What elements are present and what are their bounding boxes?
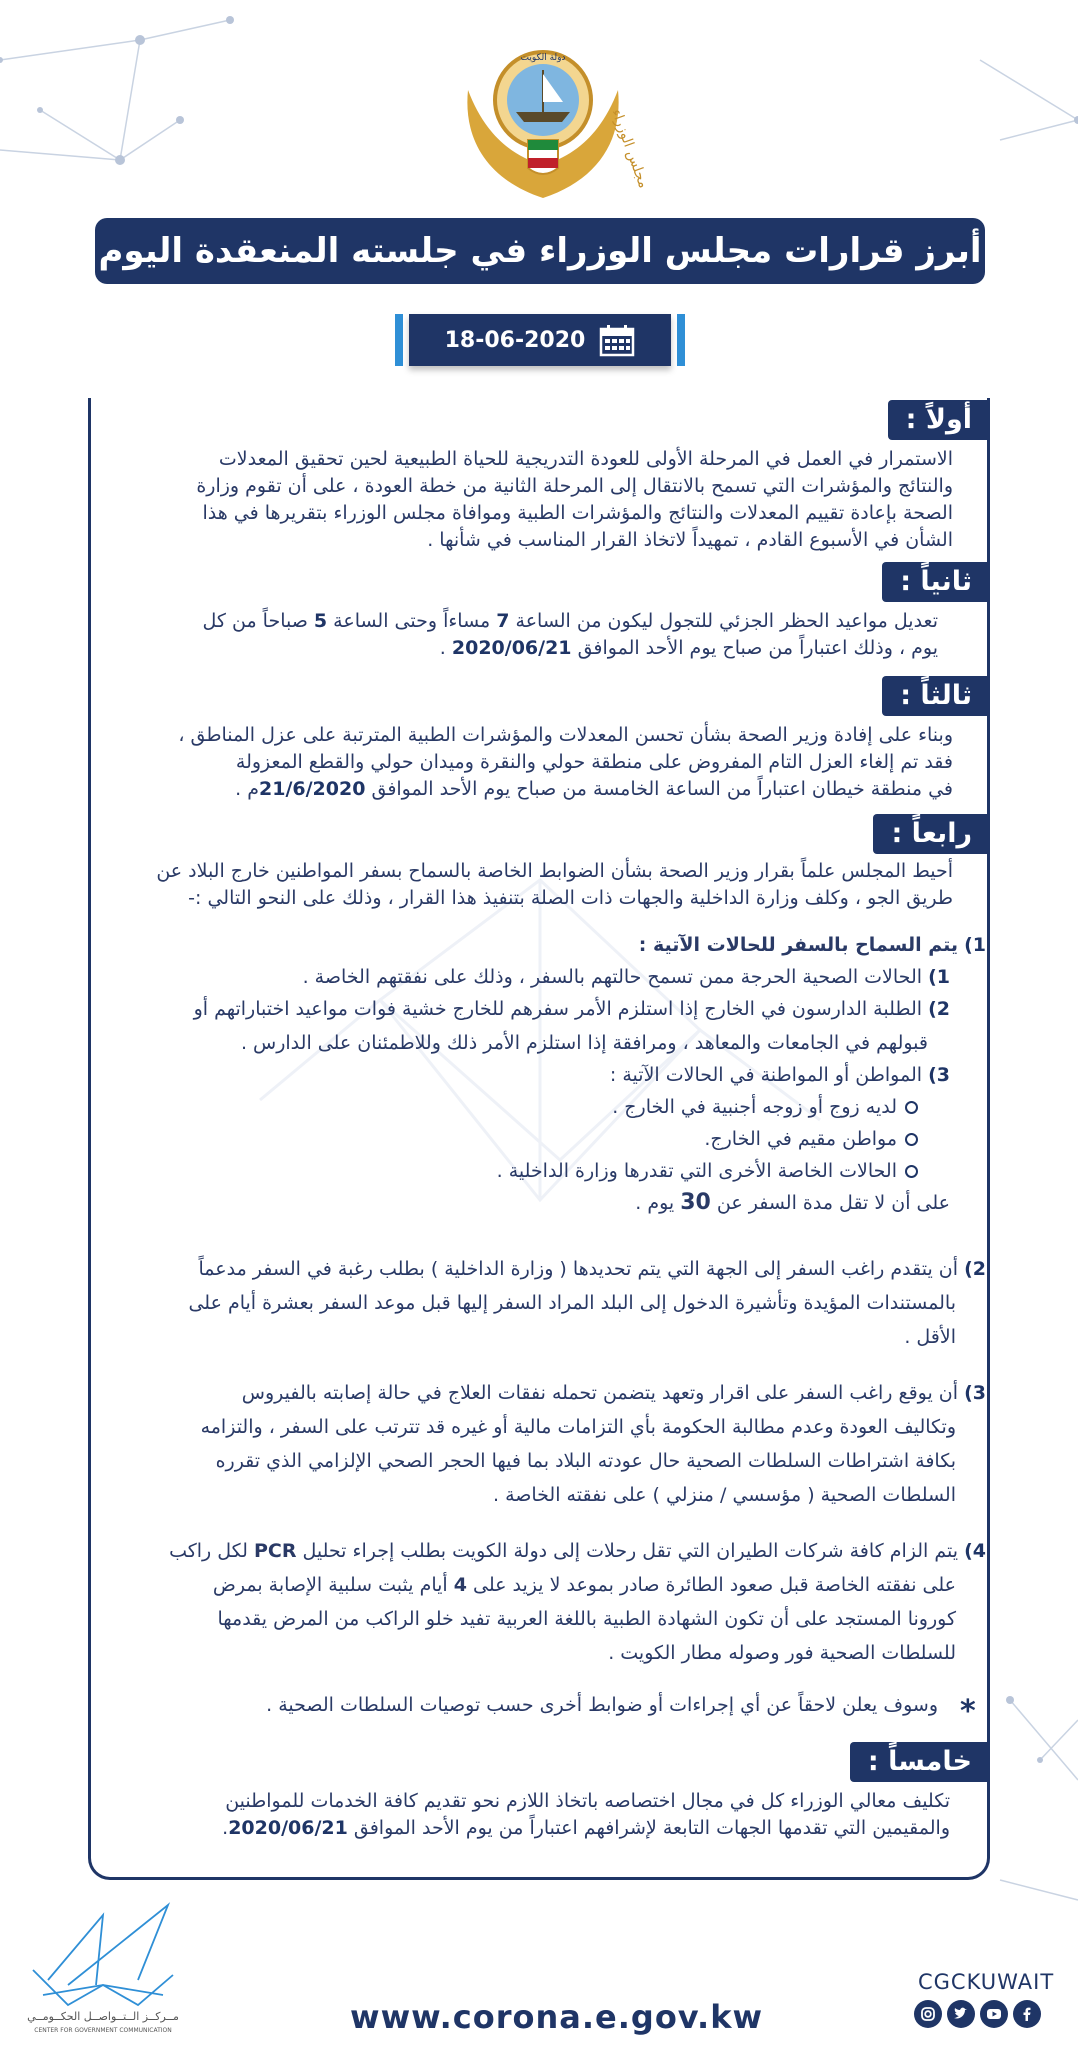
further-measures-note: وسوف يعلن لاحقاً عن أي إجراءات أو ضوابط أخرى حسب توصيات السلطات الصحية . xyxy=(266,1694,938,1716)
section-third-line: في منطقة خيطان اعتباراً من الساعة الخامسة من صباح يوم الأحد الموافق 21/6/2020م . xyxy=(235,778,953,800)
item-3: 3) أن يوقع راغب السفر على اقرار وتعهد يتضمن تحمله نفقات العلاج في حالة إصابته بالفيروس وتكاليف العودة وعدم مطالبة الحكومة بأي التزامات مالية أو غيره قد تترتب على السفر ، والتزامه بكافة اشتراطات السلطات الصحية حال عودته البلاد بما فيها الحجر الصحي الإلزامي الذي تقرره السلطات الصحية ( مؤسسي / منزلي ) على نفقته الخاصة . xyxy=(200,1382,986,1506)
section-fourth-intro-line: طريق الجو ، وكلف وزارة الداخلية والجهات ذات الصلة بتنفيذ هذا القرار ، وذلك على النحو التالي :- xyxy=(188,887,953,909)
date-badge-right-accent xyxy=(677,314,685,366)
section-first-line: الشأن في الأسبوع القادم ، تمهيداً لاتخاذ القرار المناسب في شأنها . xyxy=(427,529,953,551)
section-fourth-intro xyxy=(156,858,953,912)
bullet-item: الحالات الخاصة الأخرى التي تقدرها وزارة الداخلية . xyxy=(497,1156,918,1186)
bullet-item: مواطن مقيم في الخارج. xyxy=(704,1124,918,1154)
social-handle: CGCKUWAIT xyxy=(918,1970,1055,1994)
section-third-line: فقد تم إلغاء العزل التام المفروض على منطقة حولي والنقرة وميدان حولي والقطع المعزولة xyxy=(235,751,953,773)
calendar-icon xyxy=(599,324,635,356)
item-4: 4) يتم الزام كافة شركات الطيران التي تقل رحلات إلى دولة الكويت بطلب إجراء تحليل PCR لكل راكب على نفقته الخاصة قبل صعود الطائرة صادر بموعد لا يزيد على 4 أيام يثبت سلبية الإصابة بمرض كورونا المستجد على أن تكون الشهادة الطبية باللغة العربية تفيد خلو الراكب من المرض يقدمها للسلطات الصحية فور وصوله مطار الكويت . xyxy=(169,1540,986,1664)
section-second-line: يوم ، وذلك اعتباراً من صباح يوم الأحد الموافق 2020/06/21 . xyxy=(439,637,938,659)
social-icons xyxy=(914,2000,1041,2028)
section-third-line: وبناء على إفادة وزير الصحة بشأن تحسن المعدلات والمؤشرات الطبية المترتبة على عزل المناطق ، xyxy=(178,724,953,746)
item-1-heading: 1) يتم السماح بالسفر للحالات الآتية : xyxy=(638,934,986,956)
cgc-logo-arabic: مــركــز الــتــواصــل الحكــومــي xyxy=(27,2010,179,2023)
youtube-icon[interactable] xyxy=(980,2000,1008,2028)
section-fifth-line: والمقيمين التي تقدمها الجهات التابعة لإشرافهم اعتباراً من يوم الأحد الموافق 2020/06/21. xyxy=(222,1817,950,1839)
note-asterisk: * xyxy=(960,1694,976,1729)
section-third-text xyxy=(178,722,953,803)
section-second-tag: ثانياً : xyxy=(882,562,990,602)
facebook-icon[interactable] xyxy=(1013,2000,1041,2028)
emblem-side-text: مجلس الوزراء xyxy=(608,106,652,191)
section-second-text xyxy=(203,608,939,662)
date-badge-left-accent xyxy=(395,314,403,366)
section-first-line: والنتائج والمؤشرات التي تسمح بالانتقال إلى المرحلة الثانية من خطة العودة ، على أن تقوم وزارة xyxy=(196,475,953,497)
date-text: 18-06-2020 xyxy=(444,327,586,353)
kuwait-cabinet-emblem xyxy=(448,30,652,205)
travel-duration-note: على أن لا تقل مدة السفر عن 30 يوم . xyxy=(635,1190,950,1215)
twitter-icon[interactable] xyxy=(947,2000,975,2028)
circle-bullet-icon xyxy=(905,1101,918,1114)
item-1-sub-3: 3) المواطن أو المواطنة في الحالات الآتية : xyxy=(609,1064,950,1086)
item-2: 2) أن يتقدم راغب السفر إلى الجهة التي يتم تحديدها ( وزارة الداخلية ) بطلب رغبة في السفر مدعماً بالمستندات المؤيدة وتأشيرة الدخول إلى البلد المراد السفر إليها قبل موعد السفر بعشرة أيام على الأقل . xyxy=(188,1258,986,1348)
item-1-sub-2-cont: قبولهم في الجامعات والمعاهد ، ومرافقة إذا استلزم الأمر ذلك وللاطمئنان على الدارس . xyxy=(240,1032,928,1054)
date-box xyxy=(409,314,671,366)
section-second-line: تعديل مواعيد الحظر الجزئي للتجول ليكون من الساعة 7 مساءاً وحتى الساعة 5 صباحاً من كل xyxy=(202,610,938,632)
bullet-item: لديه زوج أو زوجه أجنبية في الخارج . xyxy=(612,1092,918,1122)
section-first-tag: أولاً : xyxy=(888,400,990,440)
section-fifth-tag: خامساً : xyxy=(850,1742,990,1782)
cgc-logo xyxy=(28,1900,178,2035)
corona-website-link[interactable]: www.corona.e.gov.kw xyxy=(350,1998,764,2036)
section-first-line: الاستمرار في العمل في المرحلة الأولى للعودة التدريجية للحياة الطبيعية لحين تحقيق المعدلات xyxy=(218,448,953,470)
item-1-sub-1: 1) الحالات الصحية الحرجة ممن تسمح حالتهم بالسفر ، وذلك على نفقتهم الخاصة . xyxy=(302,966,950,988)
page-title: أبرز قرارات مجلس الوزراء في جلسته المنعقدة اليوم xyxy=(95,218,985,284)
circle-bullet-icon xyxy=(905,1165,918,1178)
date-badge xyxy=(395,314,685,366)
cgc-logo-english: CENTER FOR GOVERNMENT COMMUNICATION xyxy=(34,2027,172,2034)
emblem-top-text: دولة الكويت xyxy=(520,53,566,63)
section-fifth-line: تكليف معالي الوزراء كل في مجال اختصاصه باتخاذ اللازم نحو تقديم كافة الخدمات للمواطنين xyxy=(225,1790,950,1812)
section-third-tag: ثالثاً : xyxy=(882,676,990,716)
section-fourth-intro-line: أحيط المجلس علماً بقرار وزير الصحة بشأن الضوابط الخاصة بالسماح بسفر المواطنين خارج البلاد عن xyxy=(156,860,953,882)
circle-bullet-icon xyxy=(905,1133,918,1146)
section-first-line: الصحة بإعادة تقييم المعدلات والنتائج والمؤشرات الطبية وموافاة مجلس الوزراء بتقريرها في هذا xyxy=(202,502,953,524)
section-first-text xyxy=(196,446,953,554)
item-1-sub-2: 2) الطلبة الدارسون في الخارج إذا استلزم الأمر سفرهم للخارج خشية فوات مواعيد اختباراتهم أو xyxy=(193,998,950,1020)
section-fourth-tag: رابعاً : xyxy=(873,814,990,854)
section-fifth-text xyxy=(222,1788,950,1842)
instagram-icon[interactable] xyxy=(914,2000,942,2028)
